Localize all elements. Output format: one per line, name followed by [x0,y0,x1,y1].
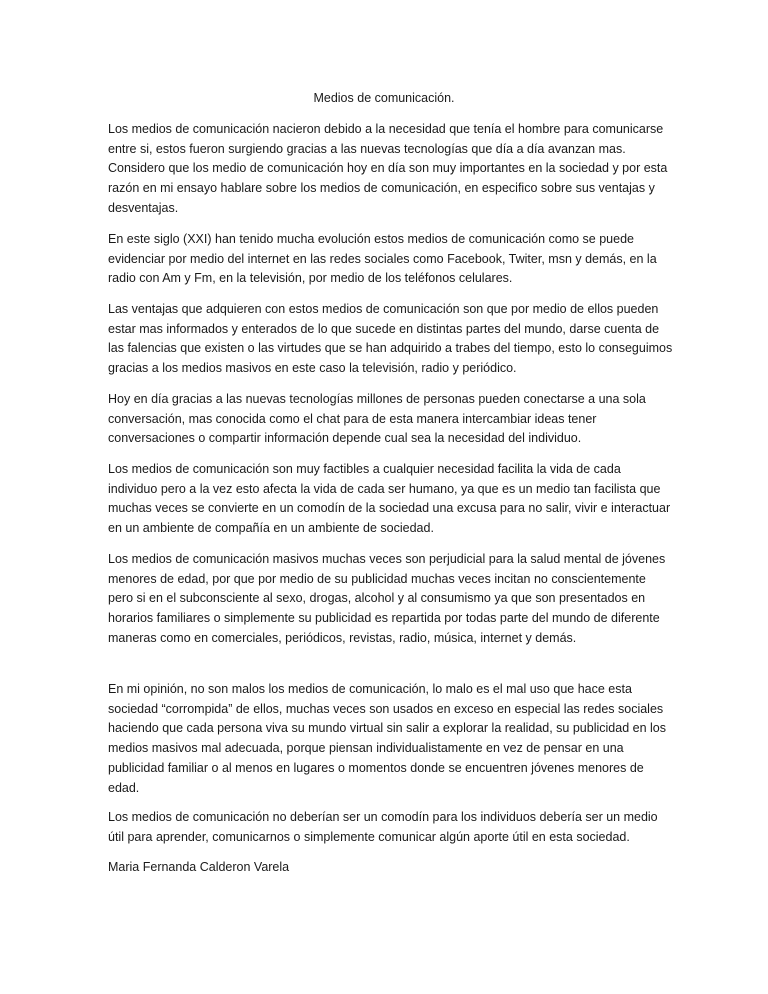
paragraph-opinion: En mi opinión, no son malos los medios de comunicación, lo malo es el mal uso que hace esta sociedad “corrompida” de ellos, muchas veces son usados en exceso en especial las redes sociales haciendo que cada persona viva su mundo virtual sin salir a explorar la realidad, su publicidad en los medios masivos mal adecuada, porque piensan individualistamente en vez de pensar en una publicidad familiar o al menos en lugares o momentos donde se encuentren jóvenes menores de edad. [108,682,666,795]
paragraph-conclusion: Los medios de comunicación no deberían ser un comodín para los individuos debería ser un medio útil para aprender, comunicarnos o simplemente comunicar algún aporte útil en esta sociedad. [108,810,658,844]
paragraph-chat: Hoy en día gracias a las nuevas tecnologías millones de personas pueden conectarse a una sola conversación, mas conocida como el chat para de esta manera intercambiar ideas tener conversaciones o compartir información depende cual sea la necesidad del individuo. [108,392,646,446]
paragraph-evolution: En este siglo (XXI) han tenido mucha evolución estos medios de comunicación como se puede evidenciar por medio del internet en las redes sociales como Facebook, Twiter, msn y demás, en la radio con Am y Fm, en la televisión, por medio de los teléfonos celulares. [108,232,657,286]
paragraph-introduction: Los medios de comunicación nacieron debido a la necesidad que tenía el hombre para comunicarse entre si, estos fueron surgiendo gracias a las nuevas tecnologías que día a día avanzan mas. Considero que los medio de comunicación hoy en día son muy importantes en la sociedad y por esta razón en mi ensayo hablare sobre los medios de comunicación, en especifico sobre sus ventajas y desventajas. [108,122,668,215]
paragraph-factibles: Los medios de comunicación son muy factibles a cualquier necesidad facilita la vida de cada individuo pero a la vez esto afecta la vida de cada ser humano, ya que es un medio tan facilista que muchas veces se convierte en un comodín de la sociedad una excusa para no salir, vivir e interactuar en un ambiente de compañía en un ambiente de sociedad. [108,462,671,536]
document-title: Medios de comunicación. [313,91,455,105]
paragraph-advantages: Las ventajas que adquieren con estos medios de comunicación son que por medio de ellos pueden estar mas informados y enterados de lo que sucede en distintas partes del mundo, darse cuenta de las falencias que existen o las virtudes que se han adquirido a trabes del tiempo, esto lo conseguimos gracias a los medios masivos en este caso la televisión, radio y periódico. [108,302,673,376]
author-name: Maria Fernanda Calderon Varela [108,860,290,874]
paragraph-disadvantages: Los medios de comunicación masivos muchas veces son perjudicial para la salud mental de jóvenes menores de edad, por que por medio de su publicidad muchas veces incitan no conscientemente pero si en el subconsciente al sexo, drogas, alcohol y al consumismo ya que son presentados en horarios familiares o simplemente su publicidad es repartida por todas parte del mundo de diferente maneras como en comerciales, periódicos, revistas, radio, música, internet y demás. [108,552,666,645]
